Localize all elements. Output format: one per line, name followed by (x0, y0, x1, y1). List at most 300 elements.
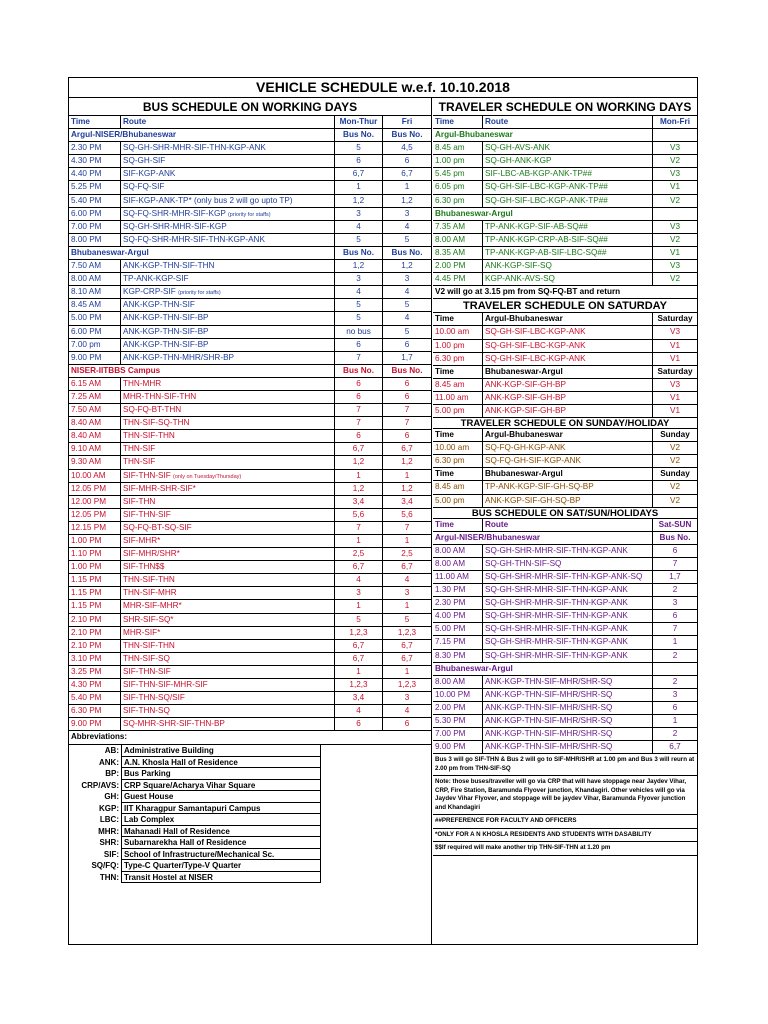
route-cell: ANK-KGP-SIF-GH-BP (483, 392, 653, 404)
vehicle-cell: V1 (669, 340, 680, 350)
bus-fri: 6 (404, 378, 410, 388)
abbreviation-value: A.N. Khosla Hall of Residence (121, 757, 321, 769)
table-row (69, 640, 431, 653)
bus-fri: 5,6 (401, 509, 413, 519)
abbreviation-item (69, 849, 431, 861)
route-cell (121, 679, 335, 691)
route-cell: SQ-GH-AVS-ANK (483, 142, 653, 154)
section-row (69, 129, 431, 142)
section-row (433, 208, 697, 221)
route-cell: SQ-GH-SIF-LBC-KGP-ANK (483, 326, 653, 338)
abbreviation-value: Bus Parking (121, 768, 321, 780)
table-row (433, 168, 697, 181)
table-row (69, 600, 431, 613)
table-row (433, 636, 697, 649)
vehicle-cell: 1 (672, 637, 678, 647)
vehicle-cell (653, 208, 697, 220)
bus-working-days-panel (69, 98, 431, 883)
abbreviation-item (69, 860, 431, 872)
vehicle-cell: V3 (669, 379, 680, 389)
table-row (433, 610, 697, 623)
time-cell: 8.40 AM (69, 417, 121, 429)
table-row (433, 247, 697, 260)
vehicle-cell: 7 (672, 624, 678, 634)
table-row (69, 535, 431, 548)
table-row (433, 676, 697, 689)
bus-fri: 1,2 (401, 483, 413, 493)
route-cell (121, 653, 335, 665)
bus-fri: 2,5 (401, 549, 413, 559)
time-cell: 9.00 PM (69, 718, 121, 730)
route-cell: SQ-GH-SHR-MHR-SIF-THN-KGP-ANK (483, 545, 653, 557)
bus-fri: 1,2 (401, 195, 413, 205)
time-cell: 7.50 AM (69, 404, 121, 416)
route-cell (121, 208, 335, 220)
table-row (433, 623, 697, 636)
vehicle-cell: V3 (669, 261, 680, 271)
abbreviations (69, 731, 431, 883)
time-cell: 8.40 AM (69, 430, 121, 442)
bus-fri: 6 (404, 719, 410, 729)
bus-monthur: 6,7 (335, 443, 383, 455)
table-row (433, 728, 697, 741)
route-cell: ANK-KGP-THN-SIF-MHR/SHR-SQ (483, 689, 653, 701)
vehicle-cell: 6 (672, 611, 678, 621)
time-cell: 5.30 PM (433, 715, 483, 727)
vehicle-cell: V2 (669, 456, 680, 466)
vehicle-cell (653, 663, 697, 675)
abbreviation-item (69, 826, 431, 838)
route-cell (121, 339, 335, 351)
time-cell: 2.00 PM (433, 702, 483, 714)
bus-monthur: Bus No. (335, 247, 383, 259)
abbreviation-list (69, 745, 431, 883)
abbreviation-item (69, 757, 431, 769)
table-row (69, 548, 431, 561)
bus-monthur: 6,7 (335, 653, 383, 665)
section-label: Argul-NISER/Bhubaneswar (433, 532, 653, 544)
route-text: SQ-FQ-BT-SQ-SIF (123, 522, 192, 532)
route-cell (121, 443, 335, 455)
vehicle-cell: 6 (672, 702, 678, 712)
vehicle-cell: V3 (669, 169, 680, 179)
bus-monthur: 3 (335, 273, 383, 285)
time-cell: 8.45 am (433, 379, 483, 391)
table-row (69, 496, 431, 509)
route-cell (121, 286, 335, 298)
route-text: ANK-KGP-THN-SIF (123, 300, 195, 310)
time-cell: 8.45 AM (69, 299, 121, 311)
table-row (69, 666, 431, 679)
vehicle-cell: 6 (672, 545, 678, 555)
bus-monthur: no bus (335, 326, 383, 338)
time-cell: 8.45 am (433, 481, 483, 493)
saturday-header-1 (433, 313, 697, 326)
abbreviation-item (69, 872, 431, 884)
route-text: SQ-MHR-SHR-SIF-THN-BP (123, 719, 225, 729)
time-cell: 7.25 AM (69, 391, 121, 403)
table-row (69, 142, 431, 155)
route-cell (121, 483, 335, 495)
bus-fri: 6 (404, 156, 410, 166)
route-cell (121, 312, 335, 324)
vehicle-cell: V3 (669, 327, 680, 337)
time-cell: 9.10 AM (69, 443, 121, 455)
route-cell: ANK-KGP-THN-SIF-MHR/SHR-SQ (483, 728, 653, 740)
col-time: Time (433, 313, 483, 325)
route-cell: ANK-KGP-THN-SIF-MHR/SHR-SQ (483, 676, 653, 688)
time-cell: 2.00 PM (433, 260, 483, 272)
bus-holidays-table (433, 519, 697, 755)
abbreviation-key: THN: (99, 872, 119, 882)
route-note: (only on Tuesday/Thursday) (173, 473, 242, 480)
time-cell: 8.00 AM (433, 676, 483, 688)
table-row (433, 495, 697, 508)
bus-monthur: 6 (335, 378, 383, 390)
route-cell (121, 496, 335, 508)
route-cell: SQ-FQ-GH-SIF-KGP-ANK (483, 455, 653, 467)
col-route: Route (483, 519, 653, 531)
time-cell: 6.15 AM (69, 378, 121, 390)
col-time: Time (433, 519, 483, 531)
table-row (433, 221, 697, 234)
abbreviation-value: CRP Square/Acharya Vihar Square (121, 780, 321, 792)
bus-monthur: 4 (335, 574, 383, 586)
route-text: SQ-FQ-SHR-MHR-SIF-THN-KGP-ANK (123, 234, 265, 244)
table-row (69, 470, 431, 483)
saturday-heading: TRAVELER SCHEDULE ON SATURDAY (433, 299, 697, 313)
table-row (69, 326, 431, 339)
vehicle-cell: 1,7 (669, 572, 681, 581)
vehicle-cell: V1 (669, 392, 680, 402)
bus-monthur: 1,2 (335, 260, 383, 272)
bus-monthur: 1,2 (335, 195, 383, 207)
table-row (69, 312, 431, 325)
bus-monthur: 5 (335, 234, 383, 246)
section-label: Argul-Bhubaneswar (433, 129, 653, 141)
col-route: Argul-Bhubaneswar (483, 313, 653, 325)
bus-monthur: 4 (335, 221, 383, 233)
col-fri: Fri (401, 117, 413, 126)
traveler-working-rows (433, 129, 697, 286)
traveler-col-headers (433, 116, 697, 129)
section-row (433, 532, 697, 545)
section-label: Argul-NISER/Bhubaneswar (69, 129, 335, 141)
section-label: Bhubaneswar-Argul (433, 208, 653, 220)
table-row (69, 561, 431, 574)
vehicle-cell: V1 (669, 247, 680, 257)
table-row (69, 692, 431, 705)
time-cell: 8.00 PM (69, 234, 121, 246)
vehicle-cell: V1 (669, 353, 680, 363)
route-cell (121, 705, 335, 717)
time-cell: 6.30 pm (433, 195, 483, 207)
col-route: Route (483, 116, 653, 128)
vehicle-cell: V3 (669, 143, 680, 153)
section-label: Bhubaneswar-Argul (69, 247, 335, 259)
table-row (69, 339, 431, 352)
time-cell: 1.10 PM (69, 548, 121, 560)
time-cell: 6.00 PM (69, 208, 121, 220)
time-cell: 4.00 PM (433, 610, 483, 622)
time-cell: 7.00 pm (69, 339, 121, 351)
route-text: THN-SIF (123, 457, 156, 467)
time-cell: 7.15 PM (433, 636, 483, 648)
abbreviation-key: SIF: (103, 849, 119, 859)
col-monfri: Mon-Fri (659, 117, 690, 126)
vehicle-cell: V3 (669, 221, 680, 231)
bus-fri: 3,4 (401, 496, 413, 506)
table-row (69, 483, 431, 496)
route-cell (121, 456, 335, 468)
abbreviation-key: GH: (104, 792, 119, 802)
col-route: Route (121, 116, 335, 128)
table-row (69, 627, 431, 640)
route-cell: ANK-KGP-SIF-GH-SQ-BP (483, 495, 653, 507)
route-cell (121, 587, 335, 599)
time-cell: 1.00 PM (69, 561, 121, 573)
route-text: THN-SIF-MHR (123, 588, 177, 598)
table-row (433, 702, 697, 715)
route-cell (121, 509, 335, 521)
bus-monthur: 5 (335, 299, 383, 311)
route-text: ANK-KGP-THN-MHR/SHR-BP (123, 352, 234, 362)
route-cell: SQ-GH-SIF-LBC-KGP-ANK-TP## (483, 195, 653, 207)
abbreviation-key: SQ/FQ: (91, 861, 119, 871)
route-text: SIF-MHR/SHR* (123, 549, 180, 559)
route-cell (121, 221, 335, 233)
bus-monthur: 1,2,3 (335, 627, 383, 639)
abbreviation-item (69, 791, 431, 803)
route-cell (121, 352, 335, 364)
route-text: SIF-MHR* (123, 536, 161, 545)
time-cell: 12.00 PM (69, 496, 121, 508)
vehicle-cell: 2 (672, 676, 678, 686)
bus-monthur: 6 (335, 339, 383, 351)
table-row (69, 679, 431, 692)
section-row (69, 247, 431, 260)
bus-fri: 6,7 (401, 444, 413, 454)
col-time: Time (433, 116, 483, 128)
table-row (69, 352, 431, 365)
time-cell: 5.00 pm (433, 495, 483, 507)
bus-monthur: 3,4 (335, 692, 383, 704)
time-cell: 11.00 am (433, 392, 483, 404)
table-row (433, 181, 697, 194)
table-row (69, 221, 431, 234)
table-row (69, 260, 431, 273)
abbreviation-key: MHR: (98, 826, 119, 836)
time-cell: 5.25 PM (69, 181, 121, 193)
bus-fri: 5 (404, 326, 410, 336)
route-cell (121, 548, 335, 560)
bus-monthur: 6 (335, 155, 383, 167)
route-cell (121, 260, 335, 272)
vehicle-cell: 2 (672, 650, 678, 660)
vehicle-cell: V2 (669, 495, 680, 505)
bus-fri: Bus No. (391, 365, 423, 375)
v2-note (433, 286, 697, 299)
table-row (69, 509, 431, 522)
time-cell: 11.00 AM (433, 571, 483, 583)
route-cell (121, 666, 335, 678)
route-text: ANK-KGP-THN-SIF-BP (123, 339, 209, 349)
abbreviation-key: KGP: (99, 803, 119, 813)
time-cell: 6.30 pm (433, 455, 483, 467)
route-cell (121, 181, 335, 193)
vehicle-cell: V2 (669, 274, 680, 284)
time-cell: 2.30 PM (433, 597, 483, 609)
route-cell: SQ-GH-SHR-MHR-SIF-THN-KGP-ANK (483, 597, 653, 609)
vehicle-cell: V1 (669, 405, 680, 415)
bus-monthur: 3 (335, 208, 383, 220)
route-text: SIF-THN-SIF (123, 666, 171, 676)
bus-fri: 6,7 (401, 169, 413, 179)
time-cell: 4.30 PM (69, 679, 121, 691)
route-cell: SQ-GH-SHR-MHR-SIF-THN-KGP-ANK (483, 584, 653, 596)
route-cell: SQ-FQ-GH-KGP-ANK (483, 442, 653, 454)
bus-fri: 6,7 (401, 653, 413, 663)
time-cell: 1.15 PM (69, 587, 121, 599)
bus-monthur: 1 (335, 666, 383, 678)
col-route: Bhubaneswar-Argul (483, 366, 653, 378)
table-row (69, 195, 431, 208)
vehicle-cell: 3 (672, 689, 678, 699)
col-day: Saturday (657, 366, 693, 376)
route-cell (121, 195, 335, 207)
route-cell (121, 430, 335, 442)
route-cell: ANK-KGP-THN-SIF-MHR/SHR-SQ (483, 715, 653, 727)
bus-fri: Bus No. (391, 130, 423, 140)
route-cell: SQ-GH-SIF-LBC-KGP-ANK (483, 353, 653, 365)
abbreviation-value: Lab Complex (121, 814, 321, 826)
table-row (433, 353, 697, 366)
v2-note-text: V2 will go at 3.15 pm from SQ-FQ-BT and return (435, 287, 621, 297)
table-row (69, 208, 431, 221)
time-cell: 1.15 PM (69, 600, 121, 612)
table-row (433, 584, 697, 597)
table-row (433, 142, 697, 155)
route-text: SQ-FQ-SIF (123, 182, 165, 192)
bus-fri: 1,2 (401, 261, 413, 271)
table-row (69, 155, 431, 168)
note-text: Bus 3 will go SIF-THN & Bus 2 will go to SIF-MHR/SHR at 1.00 pm and Bus 3 will reurn at 2.00 pm from THN-SIF-SQ (433, 754, 697, 776)
route-text: THN-MHR (123, 378, 162, 388)
time-cell: 4.30 PM (69, 155, 121, 167)
route-cell: TP-ANK-KGP-SIF-GH-SQ-BP (483, 481, 653, 493)
traveler-panel (433, 98, 697, 856)
bus-fri: 5 (404, 234, 410, 244)
abbreviation-value: Transit Hostel at NISER (121, 872, 321, 884)
time-cell: 5.40 PM (69, 692, 121, 704)
table-row (69, 456, 431, 469)
route-text: MHR-THN-SIF-THN (123, 391, 197, 401)
bus-working-days-heading: BUS SCHEDULE ON WORKING DAYS (69, 98, 431, 116)
bus-monthur: 7 (335, 522, 383, 534)
note-text: *ONLY FOR A N KHOSLA RESIDENTS AND STUDENTS WITH DASABILITY (433, 829, 697, 843)
route-text: SIF-THN (123, 496, 156, 506)
bus-monthur: 6 (335, 430, 383, 442)
bus-monthur: 1 (335, 535, 383, 547)
bus-monthur: 2,5 (335, 548, 383, 560)
bus-monthur: 1,2 (335, 483, 383, 495)
bus-fri: 6 (404, 431, 410, 441)
abbreviation-value: Mahanadi Hall of Residence (121, 826, 321, 838)
time-cell: 10.00 am (433, 326, 483, 338)
time-cell: 7.50 AM (69, 260, 121, 272)
time-cell: 1.30 PM (433, 584, 483, 596)
time-cell: 10.00 am (433, 442, 483, 454)
bus-fri: 1 (404, 536, 410, 545)
time-cell: 5.00 PM (433, 623, 483, 635)
table-row (433, 442, 697, 455)
route-text: THN-SIF-SQ-THN (123, 418, 190, 428)
route-cell: ANK-KGP-SIF-GH-BP (483, 405, 653, 417)
bus-fri: Bus No. (391, 247, 423, 257)
vehicle-cell: V2 (669, 234, 680, 244)
bus-monthur: 6,7 (335, 168, 383, 180)
table-row (69, 718, 431, 731)
time-cell: 8.00 AM (433, 234, 483, 246)
route-text: SIF-THN-SIF-MHR-SIF (123, 680, 208, 690)
col-time: Time (433, 429, 483, 441)
route-cell (121, 142, 335, 154)
bus-fri: 1 (404, 666, 410, 676)
route-cell (121, 470, 335, 482)
route-text: SQ-GH-SHR-MHR-SIF-KGP (123, 221, 227, 231)
route-note: (priority for staffs) (178, 290, 221, 297)
table-row (433, 195, 697, 208)
bus-fri: 3 (404, 588, 410, 598)
vehicle-cell: 7 (672, 558, 678, 568)
abbreviation-item (69, 780, 431, 792)
sunday-header-2 (433, 468, 697, 481)
section-label: Bhubaneswar-Argul (433, 663, 653, 675)
route-cell (121, 326, 335, 338)
table-row (433, 650, 697, 663)
table-row (69, 614, 431, 627)
abbreviation-value: Subarnarekha Hall of Residence (121, 837, 321, 849)
time-cell: 8.00 AM (69, 273, 121, 285)
time-cell: 9.30 AM (69, 456, 121, 468)
bus-fri: 1,2 (401, 457, 413, 467)
section-row (433, 663, 697, 676)
route-cell: SQ-GH-SIF-LBC-KGP-ANK-TP## (483, 181, 653, 193)
bus-monthur: 6,7 (335, 640, 383, 652)
route-text: THN-SIF-THN (123, 575, 175, 585)
table-row (69, 574, 431, 587)
bus-fri: 4 (404, 706, 410, 716)
route-cell: TP-ANK-KGP-CRP-AB-SIF-SQ## (483, 234, 653, 246)
vehicle-cell: 1 (672, 716, 678, 726)
time-cell: 8.00 AM (433, 545, 483, 557)
route-note: (priority for staffs) (227, 211, 271, 218)
bus-fri: 1,2,3 (397, 680, 417, 690)
time-cell: 7.00 PM (433, 728, 483, 740)
route-text: THN-SIF-THN (123, 431, 175, 441)
abbreviation-key: SHR: (99, 838, 119, 848)
bus-monthur: Bus No. (335, 129, 383, 141)
bus-fri: 6,7 (401, 562, 413, 572)
vehicle-cell: V1 (669, 182, 680, 192)
route-cell (121, 600, 335, 612)
route-cell (121, 561, 335, 573)
time-cell: 8.30 PM (433, 650, 483, 662)
route-cell (121, 574, 335, 586)
bus-fri: 4,5 (401, 143, 413, 153)
vehicle-cell: V2 (669, 156, 680, 166)
abbreviations-label: Abbreviations: (69, 731, 431, 745)
